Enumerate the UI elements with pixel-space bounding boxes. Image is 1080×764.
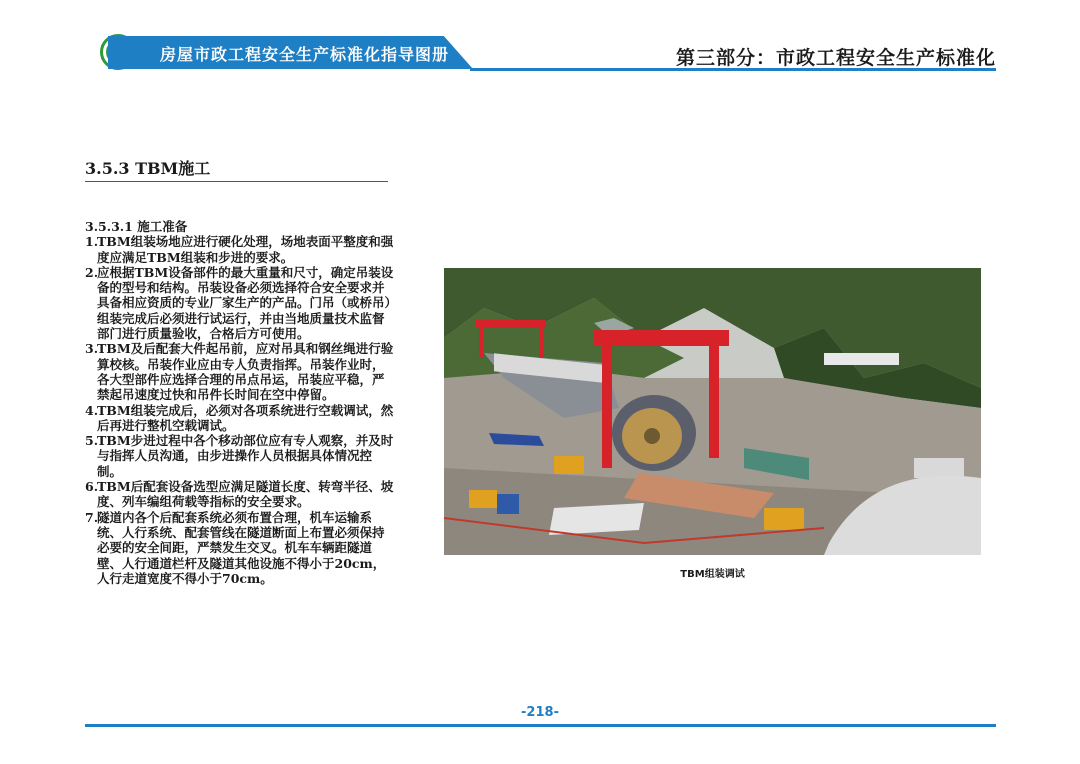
list-item-number: 2.	[85, 264, 99, 280]
list-item	[85, 479, 395, 510]
list-item-number: 4.	[85, 402, 99, 418]
list-item-number: 7.	[85, 509, 99, 525]
list-item-text: TBM步进过程中各个移动部位应有专人观察，并及时与指挥人员沟通，由步进操作人员根据具体情况控制。	[97, 433, 394, 479]
list-item	[85, 265, 395, 341]
header-title: 房屋市政工程安全生产标准化指导图册	[160, 45, 450, 64]
section-rule	[85, 181, 388, 182]
section-body	[85, 219, 395, 586]
list-item	[85, 433, 395, 479]
footer-rule	[85, 724, 996, 727]
list-item	[85, 341, 395, 402]
list-item-number: 1.	[85, 234, 99, 250]
list-item-text: TBM后配套设备选型应满足隧道长度、转弯半径、坡度、列车编组荷载等指标的安全要求。	[97, 479, 394, 510]
tbm-assembly-photo	[444, 268, 981, 555]
list-item-text: TBM及后配套大件起吊前，应对吊具和钢丝绳进行验算校核。吊装作业应由专人负责指挥。吊装作业时，各大型部件应选择合理的吊点吊运，吊装应平稳，严禁起吊速度过快和吊件长时间在空中停留。	[97, 341, 394, 403]
photo-caption: TBM组装调试	[680, 569, 745, 580]
subsection-heading: 3.5.3.1 施工准备	[85, 219, 188, 234]
requirements-list	[85, 234, 395, 586]
page-number: -218-	[521, 705, 559, 720]
list-item-text: 应根据TBM设备部件的最大重量和尺寸，确定吊装设备的型号和结构。吊装设备必须选择符合安全要求并具备相应资质的专业厂家生产的产品。门吊（或桥吊）组装完成后必须进行试运行，并由当地质量技术监督部门进行质量验收，合格后方可使用。	[97, 264, 394, 342]
list-item	[85, 234, 395, 265]
list-item-number: 3.	[85, 341, 99, 357]
list-item	[85, 403, 395, 434]
part-title: 第三部分：市政工程安全生产标准化	[675, 47, 996, 69]
section-heading: 3.5.3 TBM施工	[85, 159, 211, 178]
list-item-text: TBM组装场地应进行硬化处理，场地表面平整度和强度应满足TBM组装和步进的要求。	[97, 234, 394, 265]
list-item-number: 5.	[85, 433, 99, 449]
list-item-text: 隧道内各个后配套系统必须布置合理，机车运输系统、人行系统、配套管线在隧道断面上布置必须保持必要的安全间距，严禁发生交叉。机车车辆距隧道壁、人行通道栏杆及隧道其他设施不得小于20cm，人行走道宽度不得小于70cm。	[97, 509, 386, 586]
list-item-text: TBM组装完成后，必须对各项系统进行空载调试，然后再进行整机空载调试。	[97, 402, 394, 433]
list-item	[85, 510, 395, 586]
list-item-number: 6.	[85, 479, 99, 495]
